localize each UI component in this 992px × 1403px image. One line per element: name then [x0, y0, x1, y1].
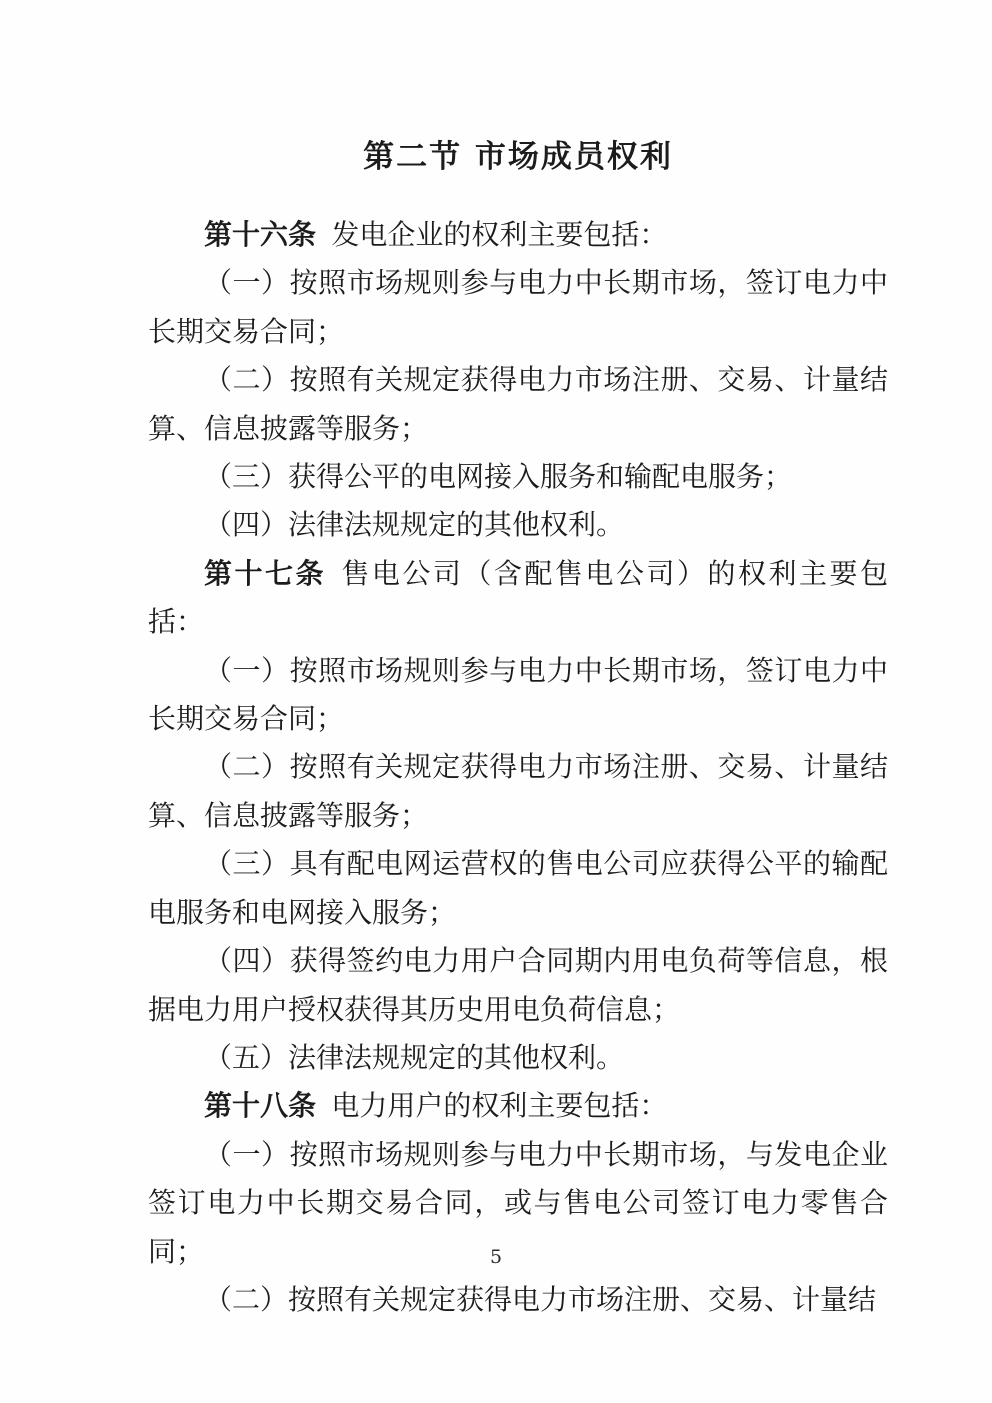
paragraph	[148, 1276, 888, 1324]
paragraph	[148, 743, 888, 840]
article-number: 第十六条	[204, 218, 317, 251]
paragraph	[148, 1034, 888, 1082]
paragraph-text: 电力用户的权利主要包括：	[331, 1089, 668, 1123]
paragraph	[148, 550, 888, 647]
paragraph-text: （四）获得签约电力用户合同期内用电负荷等信息，根据电力用户授权获得其历史用电负荷信息；	[148, 944, 888, 1026]
paragraph-text: （二）按照有关规定获得电力市场注册、交易、计量结算、信息披露等服务；	[148, 750, 888, 832]
paragraph-text: （二）按照有关规定获得电力市场注册、交易、计量结算、信息披露等服务；	[148, 363, 888, 445]
paragraph-text: （四）法律法规规定的其他权利。	[204, 508, 625, 542]
paragraph-text: （五）法律法规规定的其他权利。	[204, 1040, 625, 1074]
paragraph	[148, 647, 888, 744]
paragraph-text: （二）按照有关规定获得电力市场注册、交易、计量结	[204, 1282, 877, 1316]
paragraph-text: （一）按照市场规则参与电力中长期市场，签订电力中长期交易合同；	[148, 653, 888, 736]
paragraph	[148, 1082, 888, 1130]
paragraph-text: （三）具有配电网运营权的售电公司应获得公平的输配电服务和电网接入服务；	[148, 847, 888, 929]
article-number: 第十七条	[204, 556, 327, 590]
article-number: 第十八条	[204, 1089, 317, 1123]
section-title: 第二节 市场成员权利	[363, 139, 673, 175]
paragraph-text: 发电企业的权利主要包括：	[331, 218, 668, 251]
page-number: 5	[489, 1246, 503, 1268]
paragraph	[148, 501, 888, 549]
document-content	[148, 133, 888, 1324]
paragraph	[148, 840, 888, 937]
paragraph	[148, 259, 888, 356]
paragraph-text: （一）按照市场规则参与电力中长期市场，签订电力中长期交易合同；	[148, 266, 888, 348]
paragraph	[148, 356, 888, 453]
paragraph-text: 售电公司（含配售电公司）的权利主要包括：	[148, 556, 888, 639]
paragraph	[148, 453, 888, 501]
paragraph	[148, 937, 888, 1034]
paragraph	[148, 211, 888, 259]
paragraph-text: （三）获得公平的电网接入服务和输配电服务；	[204, 460, 793, 494]
paragraph-text: （一）按照市场规则参与电力中长期市场，与发电企业签订电力中长期交易合同，或与售电公司签订电力零售合同；	[148, 1137, 888, 1268]
